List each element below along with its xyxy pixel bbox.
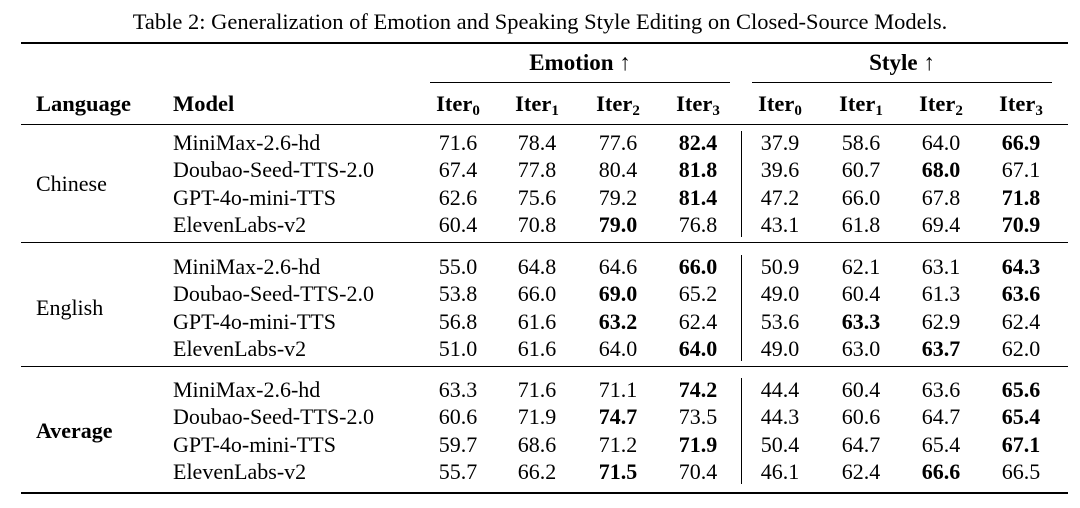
style-score-iter0: 37.9 bbox=[760, 130, 800, 155]
emotion-score-iter0: 63.3 bbox=[438, 377, 478, 402]
style-score-iter1: 60.7 bbox=[841, 157, 881, 183]
emotion-score-iter1: 61.6 bbox=[517, 308, 557, 334]
iter-label: Iter bbox=[596, 91, 633, 116]
emotion-score-iter3: 65.2 bbox=[678, 281, 718, 307]
emotion-score-iter2: 80.4 bbox=[598, 157, 638, 183]
style-score-iter3: 66.5 bbox=[1001, 458, 1041, 484]
emotion-score-iter3: 81.8 bbox=[678, 157, 718, 183]
emotion-score-iter0: 59.7 bbox=[438, 431, 478, 457]
style-score-iter1: 61.8 bbox=[841, 211, 881, 237]
emotion-score-iter1: 66.0 bbox=[517, 281, 557, 307]
style-score-iter2: 69.4 bbox=[921, 211, 961, 237]
model-name: ElevenLabs-v2 bbox=[173, 458, 307, 484]
model-name: Doubao-Seed-TTS-2.0 bbox=[173, 281, 375, 307]
bottom-rule bbox=[21, 492, 1068, 494]
style-score-iter0: 49.0 bbox=[760, 335, 800, 361]
iter-label: Iter bbox=[919, 91, 956, 116]
iter-subscript: 1 bbox=[875, 103, 883, 119]
iter-subscript: 3 bbox=[712, 103, 720, 119]
style-score-iter2: 61.3 bbox=[921, 281, 961, 307]
iter-label: Iter bbox=[999, 91, 1036, 116]
iter-label: Iter bbox=[676, 91, 713, 116]
group-separator bbox=[741, 378, 742, 484]
model-header: Model bbox=[173, 91, 235, 116]
style-score-iter3: 65.4 bbox=[1001, 404, 1041, 430]
emotion-score-iter3: 81.4 bbox=[678, 184, 718, 210]
style-score-iter0: 50.4 bbox=[760, 431, 800, 457]
style-score-iter2: 63.6 bbox=[921, 377, 961, 402]
emotion-score-iter1: 66.2 bbox=[517, 458, 557, 484]
model-name: MiniMax-2.6-hd bbox=[173, 377, 321, 402]
style-score-iter2: 68.0 bbox=[921, 157, 961, 183]
emotion-score-iter0: 55.0 bbox=[438, 254, 478, 279]
style-score-iter2: 67.8 bbox=[921, 184, 961, 210]
emotion-score-iter2: 79.0 bbox=[598, 211, 638, 237]
iter-subscript: 1 bbox=[551, 103, 559, 119]
section-rule bbox=[21, 242, 1068, 243]
style-score-iter3: 65.6 bbox=[1001, 377, 1041, 402]
emotion-score-iter2: 77.6 bbox=[598, 130, 638, 155]
style-iter-1-header bbox=[831, 91, 891, 117]
model-name: GPT-4o-mini-TTS bbox=[173, 184, 336, 210]
language-label: Average bbox=[36, 417, 113, 443]
group-separator bbox=[741, 255, 742, 361]
emotion-score-iter1: 64.8 bbox=[517, 254, 557, 279]
style-score-iter1: 62.4 bbox=[841, 458, 881, 484]
emotion-score-iter3: 71.9 bbox=[678, 431, 718, 457]
style-score-iter0: 46.1 bbox=[760, 458, 800, 484]
language-label: English bbox=[36, 294, 104, 320]
iter-subscript: 3 bbox=[1035, 103, 1043, 119]
emotion-score-iter0: 51.0 bbox=[438, 335, 478, 361]
emotion-score-iter3: 64.0 bbox=[678, 335, 718, 361]
iter-subscript: 2 bbox=[632, 103, 640, 119]
style-score-iter1: 60.4 bbox=[841, 281, 881, 307]
style-score-iter1: 66.0 bbox=[841, 184, 881, 210]
emotion-score-iter3: 62.4 bbox=[678, 308, 718, 334]
emotion-score-iter0: 56.8 bbox=[438, 308, 478, 334]
emotion-cmidrule bbox=[430, 82, 730, 83]
style-score-iter3: 62.0 bbox=[1001, 335, 1041, 361]
style-score-iter1: 60.6 bbox=[841, 404, 881, 430]
style-score-iter2: 66.6 bbox=[921, 458, 961, 484]
style-iter-0-header bbox=[750, 91, 810, 117]
style-iter-3-header bbox=[991, 91, 1051, 117]
style-score-iter3: 71.8 bbox=[1001, 184, 1041, 210]
style-score-iter3: 67.1 bbox=[1001, 431, 1041, 457]
emotion-score-iter2: 71.2 bbox=[598, 431, 638, 457]
iter-label: Iter bbox=[436, 91, 473, 116]
style-score-iter3: 64.3 bbox=[1001, 254, 1041, 279]
emotion-score-iter0: 71.6 bbox=[438, 130, 478, 155]
style-score-iter3: 67.1 bbox=[1001, 157, 1041, 183]
emotion-score-iter1: 70.8 bbox=[517, 211, 557, 237]
style-score-iter1: 60.4 bbox=[841, 377, 881, 402]
style-score-iter3: 66.9 bbox=[1001, 130, 1041, 155]
emotion-score-iter3: 82.4 bbox=[678, 130, 718, 155]
style-score-iter2: 65.4 bbox=[921, 431, 961, 457]
style-score-iter3: 63.6 bbox=[1001, 281, 1041, 307]
emotion-score-iter0: 60.6 bbox=[438, 404, 478, 430]
model-name: Doubao-Seed-TTS-2.0 bbox=[173, 157, 375, 183]
iter-label: Iter bbox=[758, 91, 795, 116]
style-score-iter2: 64.7 bbox=[921, 404, 961, 430]
style-cmidrule bbox=[752, 82, 1052, 83]
emotion-score-iter2: 64.6 bbox=[598, 254, 638, 279]
style-score-iter2: 63.7 bbox=[921, 335, 961, 361]
iter-subscript: 0 bbox=[794, 103, 802, 119]
emotion-score-iter3: 66.0 bbox=[678, 254, 718, 279]
emotion-score-iter0: 53.8 bbox=[438, 281, 478, 307]
emotion-score-iter0: 67.4 bbox=[438, 157, 478, 183]
emotion-score-iter1: 75.6 bbox=[517, 184, 557, 210]
top-rule bbox=[21, 42, 1068, 44]
model-name: MiniMax-2.6-hd bbox=[173, 130, 321, 155]
style-score-iter1: 58.6 bbox=[841, 130, 881, 155]
emotion-score-iter1: 71.6 bbox=[517, 377, 557, 402]
emotion-score-iter2: 69.0 bbox=[598, 281, 638, 307]
style-score-iter0: 43.1 bbox=[760, 211, 800, 237]
header-rule bbox=[21, 124, 1068, 125]
emotion-score-iter2: 74.7 bbox=[598, 404, 638, 430]
emotion-score-iter3: 70.4 bbox=[678, 458, 718, 484]
language-header: Language bbox=[36, 91, 132, 116]
style-score-iter2: 62.9 bbox=[921, 308, 961, 334]
iter-label: Iter bbox=[839, 91, 876, 116]
emotion-score-iter1: 71.9 bbox=[517, 404, 557, 430]
style-score-iter3: 62.4 bbox=[1001, 308, 1041, 334]
style-score-iter2: 64.0 bbox=[921, 130, 961, 155]
model-name: ElevenLabs-v2 bbox=[173, 335, 307, 361]
style-iter-2-header bbox=[911, 91, 971, 117]
style-score-iter1: 63.3 bbox=[841, 308, 881, 334]
style-score-iter0: 49.0 bbox=[760, 281, 800, 307]
table-caption: Table 2: Generalization of Emotion and Speaking Style Editing on Closed-Source Models. bbox=[132, 9, 948, 34]
model-name: MiniMax-2.6-hd bbox=[173, 254, 321, 279]
style-score-iter1: 62.1 bbox=[841, 254, 881, 279]
style-score-iter0: 50.9 bbox=[760, 254, 800, 279]
emotion-score-iter0: 62.6 bbox=[438, 184, 478, 210]
iter-subscript: 0 bbox=[472, 103, 480, 119]
emotion-score-iter1: 77.8 bbox=[517, 157, 557, 183]
style-score-iter0: 53.6 bbox=[760, 308, 800, 334]
style-score-iter3: 70.9 bbox=[1001, 211, 1041, 237]
style-score-iter1: 64.7 bbox=[841, 431, 881, 457]
emotion-score-iter1: 78.4 bbox=[517, 130, 557, 155]
emotion-score-iter2: 71.5 bbox=[598, 458, 638, 484]
iter-label: Iter bbox=[515, 91, 552, 116]
emotion-iter-3-header bbox=[668, 91, 728, 117]
model-name: ElevenLabs-v2 bbox=[173, 211, 307, 237]
emotion-score-iter1: 68.6 bbox=[517, 431, 557, 457]
section-rule bbox=[21, 366, 1068, 367]
emotion-score-iter2: 71.1 bbox=[598, 377, 638, 402]
style-score-iter0: 44.3 bbox=[760, 404, 800, 430]
style-score-iter1: 63.0 bbox=[841, 335, 881, 361]
emotion-iter-1-header bbox=[507, 91, 567, 117]
emotion-score-iter1: 61.6 bbox=[517, 335, 557, 361]
emotion-iter-2-header bbox=[588, 91, 648, 117]
emotion-score-iter0: 55.7 bbox=[438, 458, 478, 484]
model-name: GPT-4o-mini-TTS bbox=[173, 431, 336, 457]
model-name: GPT-4o-mini-TTS bbox=[173, 308, 336, 334]
model-name: Doubao-Seed-TTS-2.0 bbox=[173, 404, 375, 430]
emotion-score-iter2: 79.2 bbox=[598, 184, 638, 210]
style-score-iter0: 47.2 bbox=[760, 184, 800, 210]
style-group-header: Style ↑ bbox=[869, 50, 935, 75]
style-score-iter0: 44.4 bbox=[760, 377, 800, 402]
emotion-score-iter2: 64.0 bbox=[598, 335, 638, 361]
emotion-score-iter0: 60.4 bbox=[438, 211, 478, 237]
emotion-group-header: Emotion ↑ bbox=[529, 50, 631, 75]
emotion-score-iter3: 73.5 bbox=[678, 404, 718, 430]
emotion-iter-0-header bbox=[428, 91, 488, 117]
iter-subscript: 2 bbox=[955, 103, 963, 119]
emotion-score-iter3: 76.8 bbox=[678, 211, 718, 237]
group-separator bbox=[741, 131, 742, 237]
style-score-iter0: 39.6 bbox=[760, 157, 800, 183]
language-label: Chinese bbox=[36, 170, 107, 196]
style-score-iter2: 63.1 bbox=[921, 254, 961, 279]
emotion-score-iter2: 63.2 bbox=[598, 308, 638, 334]
emotion-score-iter3: 74.2 bbox=[678, 377, 718, 402]
